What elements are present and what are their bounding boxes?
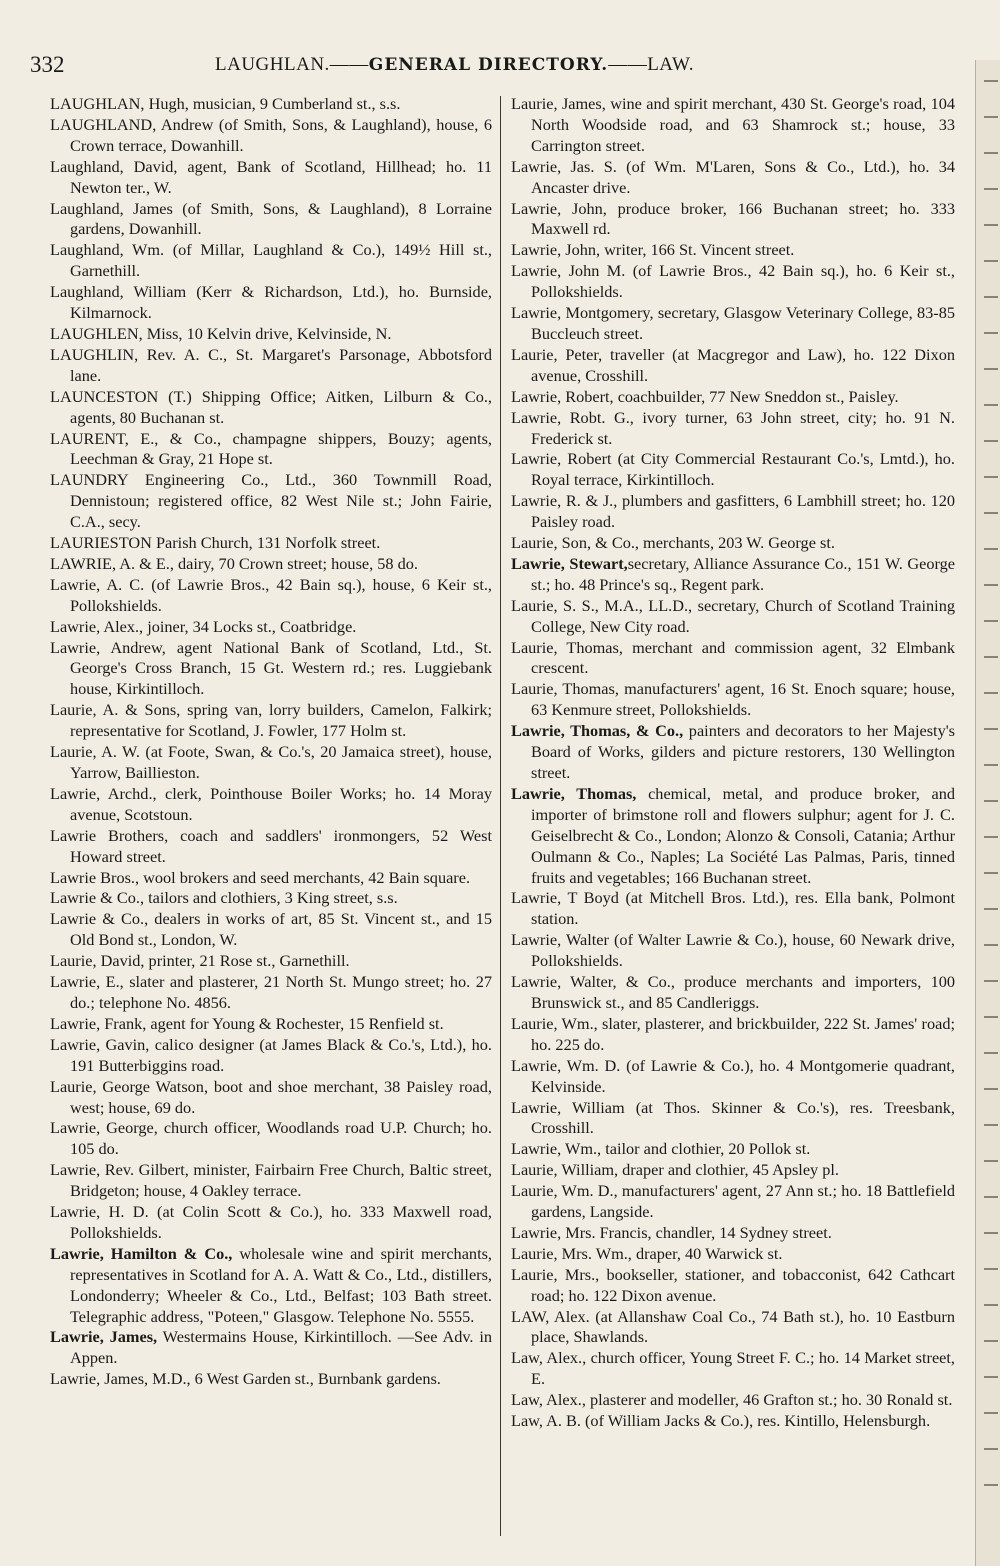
edge-mark xyxy=(984,620,998,622)
directory-entry xyxy=(50,784,492,826)
directory-entry xyxy=(50,909,492,951)
edge-mark xyxy=(984,548,998,550)
entry-text: Lawrie, R. & J., plumbers and gasfitters, 6 Lambhill street; ho. 120 Paisley road. xyxy=(511,491,955,532)
running-head: LAUGHLAN.——GENERAL DIRECTORY.——LAW. xyxy=(215,54,694,75)
entry-text: Lawrie, T Boyd (at Mitchell Bros. Ltd.), res. Ella bank, Polmont station. xyxy=(511,888,955,929)
edge-mark xyxy=(984,1160,998,1162)
entry-text: LAUGHLIN, Rev. A. C., St. Margaret's Parsonage, Abbotsford lane. xyxy=(50,344,492,385)
entry-text: LAURIESTON Parish Church, 131 Norfolk street. xyxy=(50,533,381,553)
entry-text: secretary, Alliance Assurance Co., 151 W. George st.; ho. 48 Prince's sq., Regent park. xyxy=(531,553,955,594)
directory-entry xyxy=(511,1265,955,1307)
directory-entry xyxy=(511,261,955,303)
entry-text: Lawrie, Wm. D. (of Lawrie & Co.), ho. 4 Montgomerie quadrant, Kelvinside. xyxy=(511,1055,955,1096)
entry-text: Laurie, William, draper and clothier, 45 Apsley pl. xyxy=(511,1160,839,1180)
entry-text: Lawrie, George, church officer, Woodlands road U.P. Church; ho. 105 do. xyxy=(50,1118,492,1159)
directory-entry xyxy=(511,1307,955,1349)
directory-entry xyxy=(511,930,955,972)
directory-entry xyxy=(50,1244,492,1328)
directory-entry xyxy=(50,324,492,345)
entry-text: wholesale wine and spirit merchants, representatives in Scotland for A. A. Watt & Co., Ltd., distillers, Londonderry; Wheeler & Co., Ltd., Belfast; 103 Bath street. Telegraphic address, "Poteen," Glasgow. Telephone No. 5555. xyxy=(70,1243,492,1326)
entry-text: Laughland, David, agent, Bank of Scotland, Hillhead; ho. 11 Newton ter., W. xyxy=(50,156,492,197)
directory-entry xyxy=(511,345,955,387)
entry-name-bold: Lawrie, Hamilton & Co., xyxy=(50,1243,233,1263)
directory-entry xyxy=(511,1244,955,1265)
edge-mark xyxy=(984,584,998,586)
edge-mark xyxy=(984,908,998,910)
edge-mark xyxy=(984,1088,998,1090)
edge-mark xyxy=(984,368,998,370)
entry-text: Laurie, A. & Sons, spring van, lorry builders, Camelon, Falkirk; representative for Scotland, J. Fowler, 177 Holm st. xyxy=(50,700,492,741)
edge-mark xyxy=(984,476,998,478)
edge-mark xyxy=(984,332,998,334)
directory-entry xyxy=(511,784,955,889)
directory-entry xyxy=(50,1014,492,1035)
edge-mark xyxy=(984,116,998,118)
page-number: 332 xyxy=(30,52,65,77)
edge-mark xyxy=(984,1448,998,1450)
entry-text: LAUGHLAND, Andrew (of Smith, Sons, & Laughland), house, 6 Crown terrace, Dowanhill. xyxy=(50,114,492,155)
entry-name-bold: Lawrie, Thomas, xyxy=(511,783,637,803)
edge-mark xyxy=(984,656,998,658)
edge-mark xyxy=(984,1304,998,1306)
edge-mark xyxy=(984,80,998,82)
directory-entry xyxy=(511,1098,955,1140)
edge-mark xyxy=(984,260,998,262)
edge-mark xyxy=(984,944,998,946)
directory-entry xyxy=(511,94,955,157)
running-head-title: GENERAL DIRECTORY. xyxy=(368,55,609,75)
next-page-edge xyxy=(975,60,1000,1566)
entry-text: Laurie, Thomas, merchant and commission agent, 32 Elmbank crescent. xyxy=(511,637,955,678)
directory-entry xyxy=(511,1160,955,1181)
entry-text: Laurie, Wm., slater, plasterer, and brickbuilder, 222 St. James' road; ho. 225 do. xyxy=(511,1013,955,1054)
directory-entry xyxy=(50,742,492,784)
entry-text: chemical, metal, and produce broker, and importer of brimstone roll and flowers sulphur; agent for J. C. Geiselbrecht & Co., London; Alonzo & Consoli, Catania; Arthur Oulmann & Co., Naples; La Société Las Palmas, Paris, tinned fruits and vegetables; 166 Buchanan street. xyxy=(531,783,955,887)
directory-entry xyxy=(511,1390,955,1411)
directory-entry xyxy=(50,387,492,429)
edge-mark xyxy=(984,872,998,874)
entry-text: Lawrie, Jas. S. (of Wm. M'Laren, Sons & Co., Ltd.), ho. 34 Ancaster drive. xyxy=(511,156,955,197)
running-head-right: LAW. xyxy=(647,54,694,75)
entry-text: Westermains House, Kirkintilloch. —See Adv. in Appen. xyxy=(70,1327,492,1368)
entry-text: Laurie, Wm. D., manufacturers' agent, 27 Ann st.; ho. 18 Battlefield gardens, Langside. xyxy=(511,1181,955,1222)
directory-entry xyxy=(511,1181,955,1223)
entry-text: Laurie, David, printer, 21 Rose st., Garnethill. xyxy=(50,951,350,971)
entry-text: Lawrie, Wm., tailor and clothier, 20 Pollok st. xyxy=(511,1139,811,1159)
entry-text: painters and decorators to her Majesty's Board of Works, gilders and picture restorers, 130 Wellington street. xyxy=(531,721,955,782)
entry-name-bold: Lawrie, James, xyxy=(50,1327,158,1347)
entry-text: Laurie, George Watson, boot and shoe merchant, 38 Paisley road, west; house, 69 do. xyxy=(50,1076,492,1117)
entry-text: Laurie, Peter, traveller (at Macgregor and Law), ho. 122 Dixon avenue, Crosshill. xyxy=(511,344,955,385)
directory-entry xyxy=(511,972,955,1014)
entry-text: Lawrie, Gavin, calico designer (at James Black & Co.'s, Ltd.), ho. 191 Butterbiggins road. xyxy=(50,1034,492,1075)
directory-entry xyxy=(50,972,492,1014)
directory-entry xyxy=(511,1348,955,1390)
entry-text: Lawrie, Montgomery, secretary, Glasgow Veterinary College, 83-85 Buccleuch street. xyxy=(511,303,955,343)
entry-text: Lawrie, John, produce broker, 166 Buchanan street; ho. 333 Maxwell rd. xyxy=(511,198,955,239)
entry-text: Laurie, James, wine and spirit merchant, 430 St. George's road, 104 North Woodside road, and 63 Shamrock st.; house, 33 Carrington street. xyxy=(511,94,955,155)
entry-text: LAUGHLAN, Hugh, musician, 9 Cumberland st., s.s. xyxy=(50,94,401,113)
edge-mark xyxy=(984,1196,998,1198)
entry-text: Lawrie, Walter (of Walter Lawrie & Co.), house, 60 Newark drive, Pollokshields. xyxy=(511,930,955,971)
directory-entry xyxy=(50,575,492,617)
entry-text: Lawrie, H. D. (at Colin Scott & Co.), ho. 333 Maxwell road, Pollokshields. xyxy=(50,1202,492,1242)
entry-text: LAURENT, E., & Co., champagne shippers, Bouzy; agents, Leechman & Gray, 21 Hope st. xyxy=(50,428,492,469)
edge-mark xyxy=(984,1268,998,1270)
directory-entry xyxy=(511,1139,955,1160)
entry-text: LAUNDRY Engineering Co., Ltd., 360 Townmill Road, Dennistoun; registered office, 82 West Nile st.; John Fairie, C.A., secy. xyxy=(50,470,492,532)
running-head-left: LAUGHLAN. xyxy=(215,54,330,75)
entry-text: Lawrie, Frank, agent for Young & Rochester, 15 Renfield st. xyxy=(50,1013,444,1033)
column-divider xyxy=(500,96,501,1536)
directory-entry xyxy=(511,533,955,554)
directory-entry xyxy=(50,240,492,282)
directory-entry xyxy=(50,94,492,115)
entry-text: LAUGHLEN, Miss, 10 Kelvin drive, Kelvinside, N. xyxy=(50,323,392,343)
directory-entry xyxy=(511,157,955,199)
entry-text: Laughland, Wm. (of Millar, Laughland & Co.), 149½ Hill st., Garnethill. xyxy=(50,240,492,281)
directory-entry xyxy=(50,617,492,638)
directory-entry xyxy=(50,826,492,868)
directory-entry xyxy=(50,1369,492,1390)
entry-name-bold: Lawrie, Thomas, & Co., xyxy=(511,721,684,741)
directory-entry xyxy=(50,1160,492,1202)
directory-entry xyxy=(50,1077,492,1119)
left-column xyxy=(50,94,492,1390)
entry-text: Laurie, S. S., M.A., LL.D., secretary, Church of Scotland Training College, New City road. xyxy=(511,595,955,636)
edge-mark xyxy=(984,1052,998,1054)
directory-entry xyxy=(50,199,492,241)
directory-entry xyxy=(511,303,955,345)
edge-mark xyxy=(984,1412,998,1414)
edge-mark xyxy=(984,1340,998,1342)
entry-text: Laurie, Mrs. Wm., draper, 40 Warwick st. xyxy=(511,1243,783,1263)
entry-text: Lawrie, Mrs. Francis, chandler, 14 Sydney street. xyxy=(511,1222,832,1242)
entry-text: Laughland, William (Kerr & Richardson, Ltd.), ho. Burnside, Kilmarnock. xyxy=(50,282,492,323)
directory-entry xyxy=(511,721,955,784)
right-column xyxy=(511,94,955,1432)
edge-mark xyxy=(984,980,998,982)
directory-entry xyxy=(50,1327,492,1369)
directory-entry xyxy=(50,1202,492,1244)
entry-text: Lawrie, Rev. Gilbert, minister, Fairbairn Free Church, Baltic street, Bridgeton; house, 4 Oakley terrace. xyxy=(50,1160,492,1201)
directory-entry xyxy=(511,408,955,450)
edge-mark xyxy=(984,728,998,730)
directory-entry xyxy=(511,888,955,930)
entry-text: LAW, Alex. (at Allanshaw Coal Co., 74 Bath st.), ho. 10 Eastburn place, Shawlands. xyxy=(511,1306,955,1347)
directory-entry xyxy=(50,157,492,199)
directory-entry xyxy=(511,554,955,596)
edge-mark xyxy=(984,224,998,226)
entry-text: Lawrie, William (at Thos. Skinner & Co.'s), res. Treesbank, Crosshill. xyxy=(511,1097,955,1138)
entry-text: Lawrie, James, M.D., 6 West Garden st., Burnbank gardens. xyxy=(50,1369,441,1389)
entry-text: Lawrie, E., slater and plasterer, 21 North St. Mungo street; ho. 27 do.; telephone No. 4856. xyxy=(50,972,492,1012)
entry-text: Lawrie, Alex., joiner, 34 Locks st., Coatbridge. xyxy=(50,616,357,636)
directory-entry xyxy=(511,1411,955,1432)
entry-text: Lawrie, John, writer, 166 St. Vincent street. xyxy=(511,240,795,260)
edge-mark xyxy=(984,404,998,406)
entry-text: Lawrie, Robt. G., ivory turner, 63 John street, city; ho. 91 N. Frederick st. xyxy=(511,407,955,448)
directory-entry xyxy=(50,345,492,387)
directory-entry xyxy=(511,1223,955,1244)
directory-entry xyxy=(50,888,492,909)
directory-entry xyxy=(50,470,492,533)
entry-text: Lawrie, Archd., clerk, Pointhouse Boiler Works; ho. 14 Moray avenue, Scotstoun. xyxy=(50,783,492,824)
directory-entry xyxy=(511,240,955,261)
directory-entry xyxy=(50,554,492,575)
edge-mark xyxy=(984,800,998,802)
entry-text: Laurie, A. W. (at Foote, Swan, & Co.'s, 20 Jamaica street), house, Yarrow, Baillieston. xyxy=(50,742,492,782)
entry-text: Lawrie & Co., tailors and clothiers, 3 King street, s.s. xyxy=(50,888,398,908)
entry-text: Lawrie, Robert, coachbuilder, 77 New Sneddon st., Paisley. xyxy=(511,386,899,406)
entry-text: Lawrie & Co., dealers in works of art, 85 St. Vincent st., and 15 Old Bond st., London, W. xyxy=(50,909,492,950)
entry-text: Lawrie Brothers, coach and saddlers' ironmongers, 52 West Howard street. xyxy=(50,825,492,866)
entry-text: Laughland, James (of Smith, Sons, & Laughland), 8 Lorraine gardens, Dowanhill. xyxy=(50,198,492,239)
directory-entry xyxy=(511,1014,955,1056)
directory-entry xyxy=(511,596,955,638)
entry-text: LAUNCESTON (T.) Shipping Office; Aitken, Lilburn & Co., agents, 80 Buchanan st. xyxy=(50,386,492,427)
entry-text: Laurie, Mrs., bookseller, stationer, and tobacconist, 642 Cathcart road; ho. 122 Dixon avenue. xyxy=(511,1264,955,1305)
edge-mark xyxy=(984,296,998,298)
edge-mark xyxy=(984,512,998,514)
directory-entry xyxy=(511,387,955,408)
entry-text: Lawrie, Andrew, agent National Bank of Scotland, Ltd., St. George's Cross Branch, 15 Gt. Western rd.; res. Luggiebank house, Kirkintilloch. xyxy=(50,637,492,699)
entry-text: Law, Alex., plasterer and modeller, 46 Grafton st.; ho. 30 Ronald st. xyxy=(511,1390,953,1410)
entry-text: Lawrie, Robert (at City Commercial Restaurant Co.'s, Lmtd.), ho. Royal terrace, Kirkintilloch. xyxy=(511,449,955,490)
edge-mark xyxy=(984,1484,998,1486)
page-header xyxy=(30,52,750,82)
directory-entry xyxy=(50,1035,492,1077)
entry-name-bold: Lawrie, Stewart, xyxy=(511,553,628,573)
directory-entry xyxy=(511,199,955,241)
directory-entry xyxy=(50,951,492,972)
edge-mark xyxy=(984,692,998,694)
directory-entry xyxy=(50,700,492,742)
directory-entry xyxy=(50,115,492,157)
edge-mark xyxy=(984,152,998,154)
edge-mark xyxy=(984,1124,998,1126)
directory-entry xyxy=(511,491,955,533)
directory-entry xyxy=(50,282,492,324)
edge-mark xyxy=(984,1232,998,1234)
directory-entry xyxy=(50,638,492,701)
edge-mark xyxy=(984,1016,998,1018)
edge-mark xyxy=(984,764,998,766)
entry-text: Lawrie, A. C. (of Lawrie Bros., 42 Bain sq.), house, 6 Keir st., Pollokshields. xyxy=(50,574,492,615)
entry-text: Law, Alex., church officer, Young Street F. C.; ho. 14 Market street, E. xyxy=(511,1348,955,1389)
directory-entry xyxy=(50,429,492,471)
directory-entry xyxy=(511,449,955,491)
directory-entry xyxy=(511,679,955,721)
edge-mark xyxy=(984,836,998,838)
directory-entry xyxy=(511,1056,955,1098)
entry-text: Laurie, Son, & Co., merchants, 203 W. George st. xyxy=(511,533,835,553)
edge-mark xyxy=(984,1376,998,1378)
entry-text: Lawrie, John M. (of Lawrie Bros., 42 Bain sq.), ho. 6 Keir st., Pollokshields. xyxy=(511,261,955,302)
entry-text: LAWRIE, A. & E., dairy, 70 Crown street; house, 58 do. xyxy=(50,553,418,573)
entry-text: Laurie, Thomas, manufacturers' agent, 16 St. Enoch square; house, 63 Kenmure street, Pollokshields. xyxy=(511,679,955,720)
edge-mark xyxy=(984,440,998,442)
directory-entry xyxy=(511,638,955,680)
directory-entry xyxy=(50,868,492,889)
entry-text: Lawrie, Walter, & Co., produce merchants and importers, 100 Brunswick st., and 85 Candleriggs. xyxy=(511,972,955,1012)
entry-text: Law, A. B. (of William Jacks & Co.), res. Kintillo, Helensburgh. xyxy=(511,1411,931,1431)
edge-mark xyxy=(984,188,998,190)
entry-text: Lawrie Bros., wool brokers and seed merchants, 42 Bain square. xyxy=(50,867,471,887)
directory-entry xyxy=(50,533,492,554)
directory-entry xyxy=(50,1118,492,1160)
